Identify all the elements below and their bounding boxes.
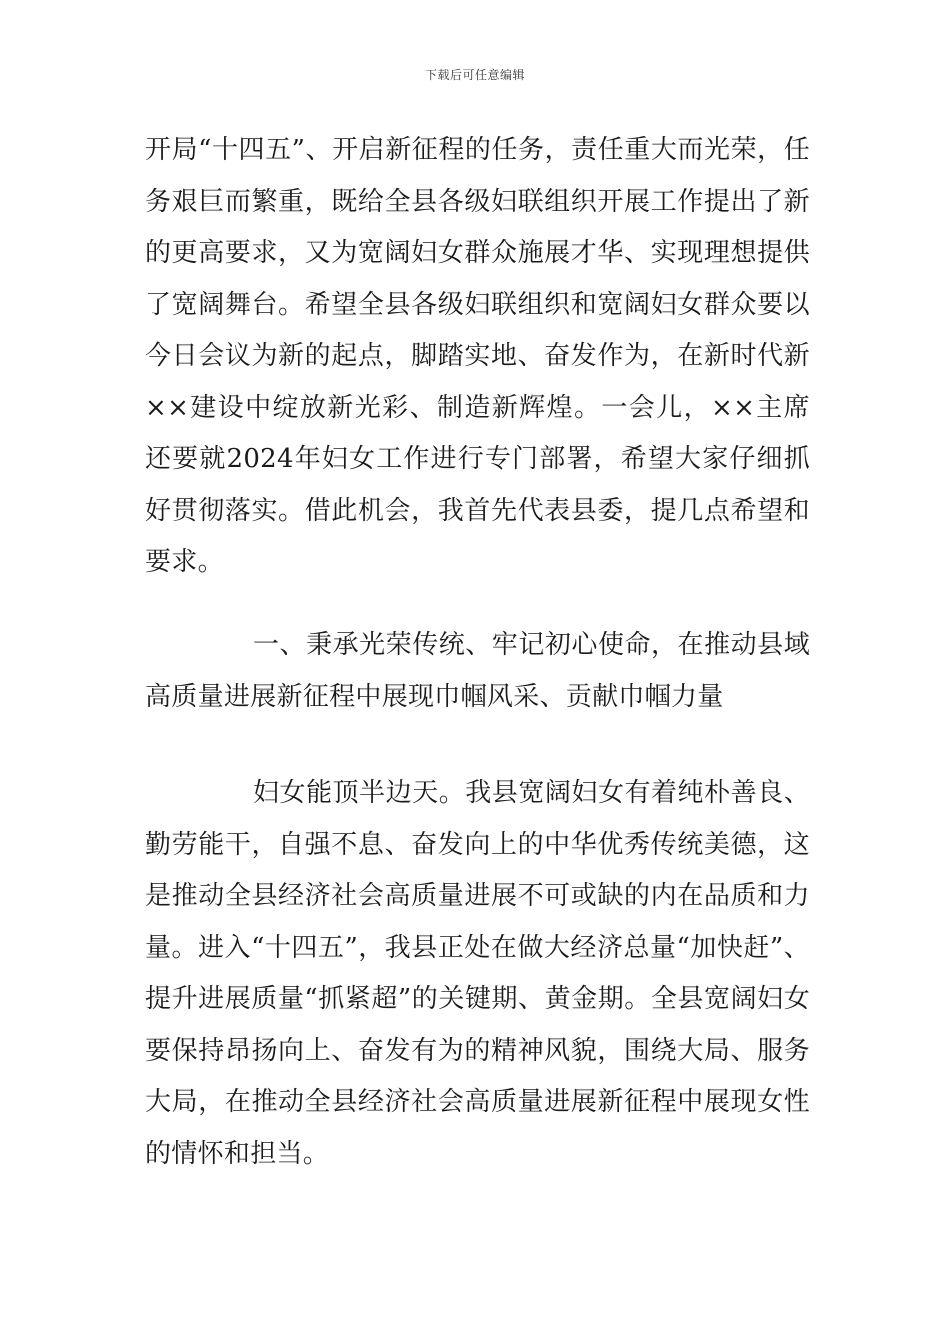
header-note: 下载后可任意编辑 [424, 68, 525, 82]
section-heading: 一、秉承光荣传统、牢记初心使命，在推动县域高质量进展新征程中展现巾帼风采、贡献巾帼力量 [145, 630, 810, 712]
body-paragraph: 开局“十四五”、开启新征程的任务，责任重大而光荣，任务艰巨而繁重，既给全县各级妇联组织开展工作提出了新的更高要求，又为宽阔妇女群众施展才华、实现理想提供了宽阔舞台。希望全县各级妇联组织和宽阔妇女群众要以今日会议为新的起点，脚踏实地、奋发作为，在新时代新××建设中绽放新光彩、制造新辉煌。一会儿，××主席还要就2024年妇女工作进行专门部署，希望大家仔细抓好贯彻落实。借此机会，我首先代表县委，提几点希望和要求。 [145, 135, 810, 577]
body-paragraph: 妇女能顶半边天。我县宽阔妇女有着纯朴善良、勤劳能干，自强不息、奋发向上的中华优秀传统美德，这是推动全县经济社会高质量进展不可或缺的内在品质和力量。进入“十四五”，我县正处在做大经济总量“加快赶”、提升进展质量“抓紧超”的关键期、黄金期。全县宽阔妇女要保持昂扬向上、奋发有为的精神风貌，围绕大局、服务大局，在推动全县经济社会高质量进展新征程中展现女性的情怀和担当。 [145, 778, 810, 1169]
